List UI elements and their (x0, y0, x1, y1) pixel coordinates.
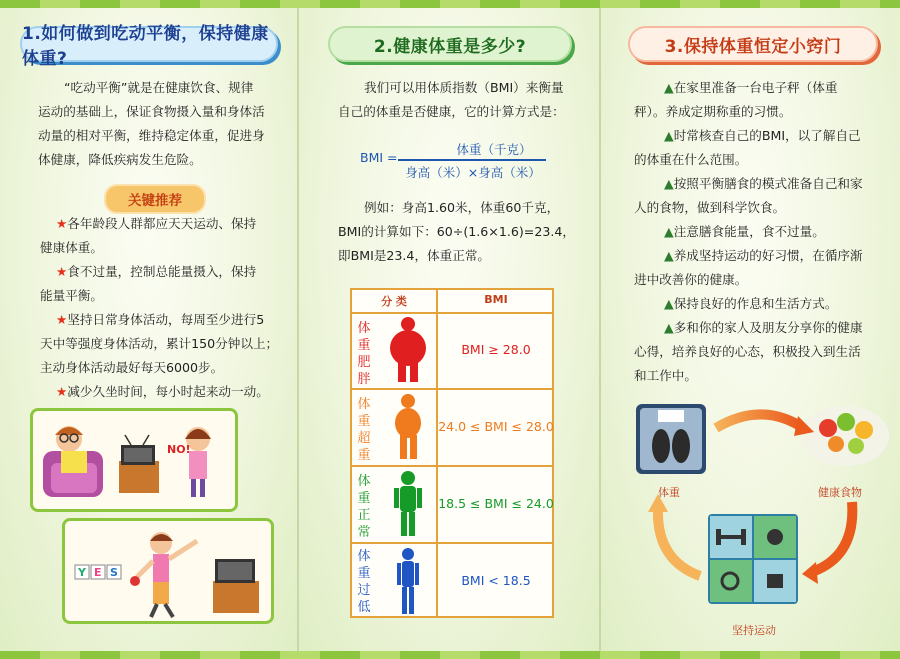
triangle-bullet-icon: ▲ (664, 296, 674, 311)
row-divider (352, 388, 552, 390)
triangle-bullet-icon: ▲ (664, 224, 674, 239)
tip-line: 和工作中。 (634, 368, 697, 383)
tip-line: 注意膳食能量，食不过量。 (673, 224, 825, 239)
tip-line: 在家里准备一台电子秤（体重 (673, 80, 838, 95)
panel1-title: 1.如何做到吃动平衡，保持健康体重? (20, 26, 278, 62)
panel-healthy-weight (298, 0, 600, 659)
obese-figure-icon (386, 316, 430, 384)
healthy-cycle-diagram (620, 396, 890, 646)
row-label-obese: 体重肥胖 (357, 321, 371, 387)
sedentary-tv-illustration (33, 411, 235, 509)
example-line: BMI的计算如下：60÷(1.6×1.6)=23.4， (338, 224, 575, 239)
rec-line: 减少久坐时间，每小时起来动一动。 (67, 384, 269, 399)
tip-item (634, 124, 886, 172)
exercise-illustration (62, 518, 274, 624)
star-icon: ★ (56, 216, 68, 231)
tip-line: 人的食物，做到科学饮食。 (634, 200, 786, 215)
recommendation-item (40, 212, 292, 260)
bmi-formula-numerator: 体重（千克） (456, 142, 532, 157)
intro-line: 动量的相对平衡，维持稳定体重，促进身 (38, 128, 265, 143)
row-label-overweight: 体重超重 (357, 397, 371, 463)
underweight-figure-icon (392, 546, 424, 616)
arrow-scale-to-food (716, 414, 800, 428)
triangle-bullet-icon: ▲ (664, 128, 674, 143)
panel-eat-move-balance (0, 0, 298, 659)
triangle-bullet-icon: ▲ (664, 320, 674, 335)
tip-line: 进中改善你的健康。 (634, 272, 748, 287)
tip-line: 时常核查自己的BMI，以了解自己 (673, 128, 861, 143)
rec-line: 天中等强度身体活动，累计150分钟以上； (40, 336, 279, 351)
range-overweight: 24.0 ≤ BMI ≤ 28.0 (438, 419, 554, 434)
cycle-label-weight: 体重 (658, 486, 680, 499)
bmi-formula-lhs: BMI = (360, 150, 398, 165)
example-line: 即BMI是23.4，体重正常。 (338, 248, 491, 263)
star-icon: ★ (56, 312, 68, 327)
bottom-stripe (0, 651, 900, 659)
triangle-bullet-icon: ▲ (664, 176, 674, 191)
intro-line: “吃动平衡”就是在健康饮食、规律 (64, 80, 254, 95)
tip-item (634, 220, 886, 244)
bmi-classification-table (350, 288, 554, 618)
range-underweight: BMI < 18.5 (461, 573, 531, 588)
header-category: 分 类 (381, 295, 407, 308)
rec-line: 各年龄段人群都应天天运动、保持 (67, 216, 257, 231)
rec-line: 主动身体活动最好每天6000步。 (40, 360, 224, 375)
row-divider (352, 542, 552, 544)
rec-line: 健康体重。 (40, 240, 103, 255)
arrow-food-to-exercise (812, 502, 852, 572)
panel3-title: 3.保持体重恒定小窍门 (628, 26, 878, 62)
cycle-label-exercise: 坚持运动 (732, 624, 776, 637)
star-icon: ★ (56, 264, 68, 279)
star-icon: ★ (56, 384, 68, 399)
intro-line: 自己的体重是否健康，它的计算方式是： (338, 104, 565, 119)
exercise-tv-illustration (65, 521, 271, 621)
rec-line: 能量平衡。 (40, 288, 103, 303)
recommendation-list (40, 212, 292, 404)
row-label-underweight: 体重过低 (357, 549, 371, 615)
recommendation-item (40, 308, 292, 380)
table-header (352, 290, 552, 314)
tip-line: 秤）。养成定期称重的习惯。 (634, 104, 792, 119)
intro-line: 我们可以用体质指数（BMI）来衡量 (364, 80, 564, 95)
triangle-bullet-icon: ▲ (664, 80, 674, 95)
header-bmi: BMI (484, 293, 508, 306)
range-obese: BMI ≥ 28.0 (461, 342, 531, 357)
sedentary-illustration (30, 408, 238, 512)
panel1-intro (38, 76, 288, 172)
tip-line: 养成坚持运动的好习惯，在循序渐 (673, 248, 863, 263)
fold-line (599, 0, 601, 659)
panel-weight-tips (600, 0, 900, 659)
panel2-title: 2.健康体重是多少? (328, 26, 572, 62)
exercise-equipment-icon (708, 514, 798, 604)
key-recommendation-badge: 关键推荐 (104, 184, 206, 214)
cycle-label-food: 健康食物 (818, 486, 862, 499)
yes-signs (75, 565, 121, 579)
triangle-bullet-icon: ▲ (664, 248, 674, 263)
recommendation-item (40, 380, 292, 404)
tip-item (634, 172, 886, 220)
arrow-exercise-to-scale (658, 508, 700, 576)
yes-letter: E (94, 566, 102, 579)
tip-line: 保持良好的作息和生活方式。 (673, 296, 838, 311)
tip-line: 心得，培养良好的心态，积极投入到生活 (634, 344, 861, 359)
rec-line: 坚持日常身体活动，每周至少进行5 (67, 312, 265, 327)
food-bowl-icon (801, 406, 889, 466)
bathroom-scale-icon (636, 404, 706, 474)
range-normal: 18.5 ≤ BMI ≤ 24.0 (438, 496, 554, 511)
bmi-example (338, 196, 594, 268)
yes-letter: S (110, 566, 118, 579)
tips-list (634, 76, 886, 388)
intro-line: 体健康，降低疾病发生危险。 (38, 152, 202, 167)
table-divider (436, 290, 438, 616)
tip-item (634, 76, 886, 124)
panel2-intro (338, 76, 588, 124)
top-stripe (0, 0, 900, 8)
recommendation-item (40, 260, 292, 308)
overweight-figure-icon (388, 393, 428, 461)
no-exclamation: NO! (167, 443, 191, 456)
fold-line (297, 0, 299, 659)
normal-figure-icon (390, 470, 426, 538)
row-label-normal: 体重正常 (357, 474, 371, 540)
example-line: 例如：身高1.60米，体重60千克， (364, 200, 560, 215)
row-divider (352, 465, 552, 467)
bmi-formula-denominator: 身高（米）×身高（米） (405, 165, 541, 180)
tip-item (634, 316, 886, 388)
rec-line: 食不过量，控制总能量摄入，保持 (67, 264, 257, 279)
tip-line: 多和你的家人及朋友分享你的健康 (673, 320, 863, 335)
tip-line: 按照平衡膳食的模式准备自己和家 (673, 176, 863, 191)
intro-line: 运动的基础上，保证食物摄入量和身体活 (38, 104, 265, 119)
tip-line: 的体重在什么范围。 (634, 152, 748, 167)
tip-item (634, 244, 886, 292)
tip-item (634, 292, 886, 316)
fraction-bar (398, 159, 546, 161)
yes-letter: Y (78, 566, 86, 579)
